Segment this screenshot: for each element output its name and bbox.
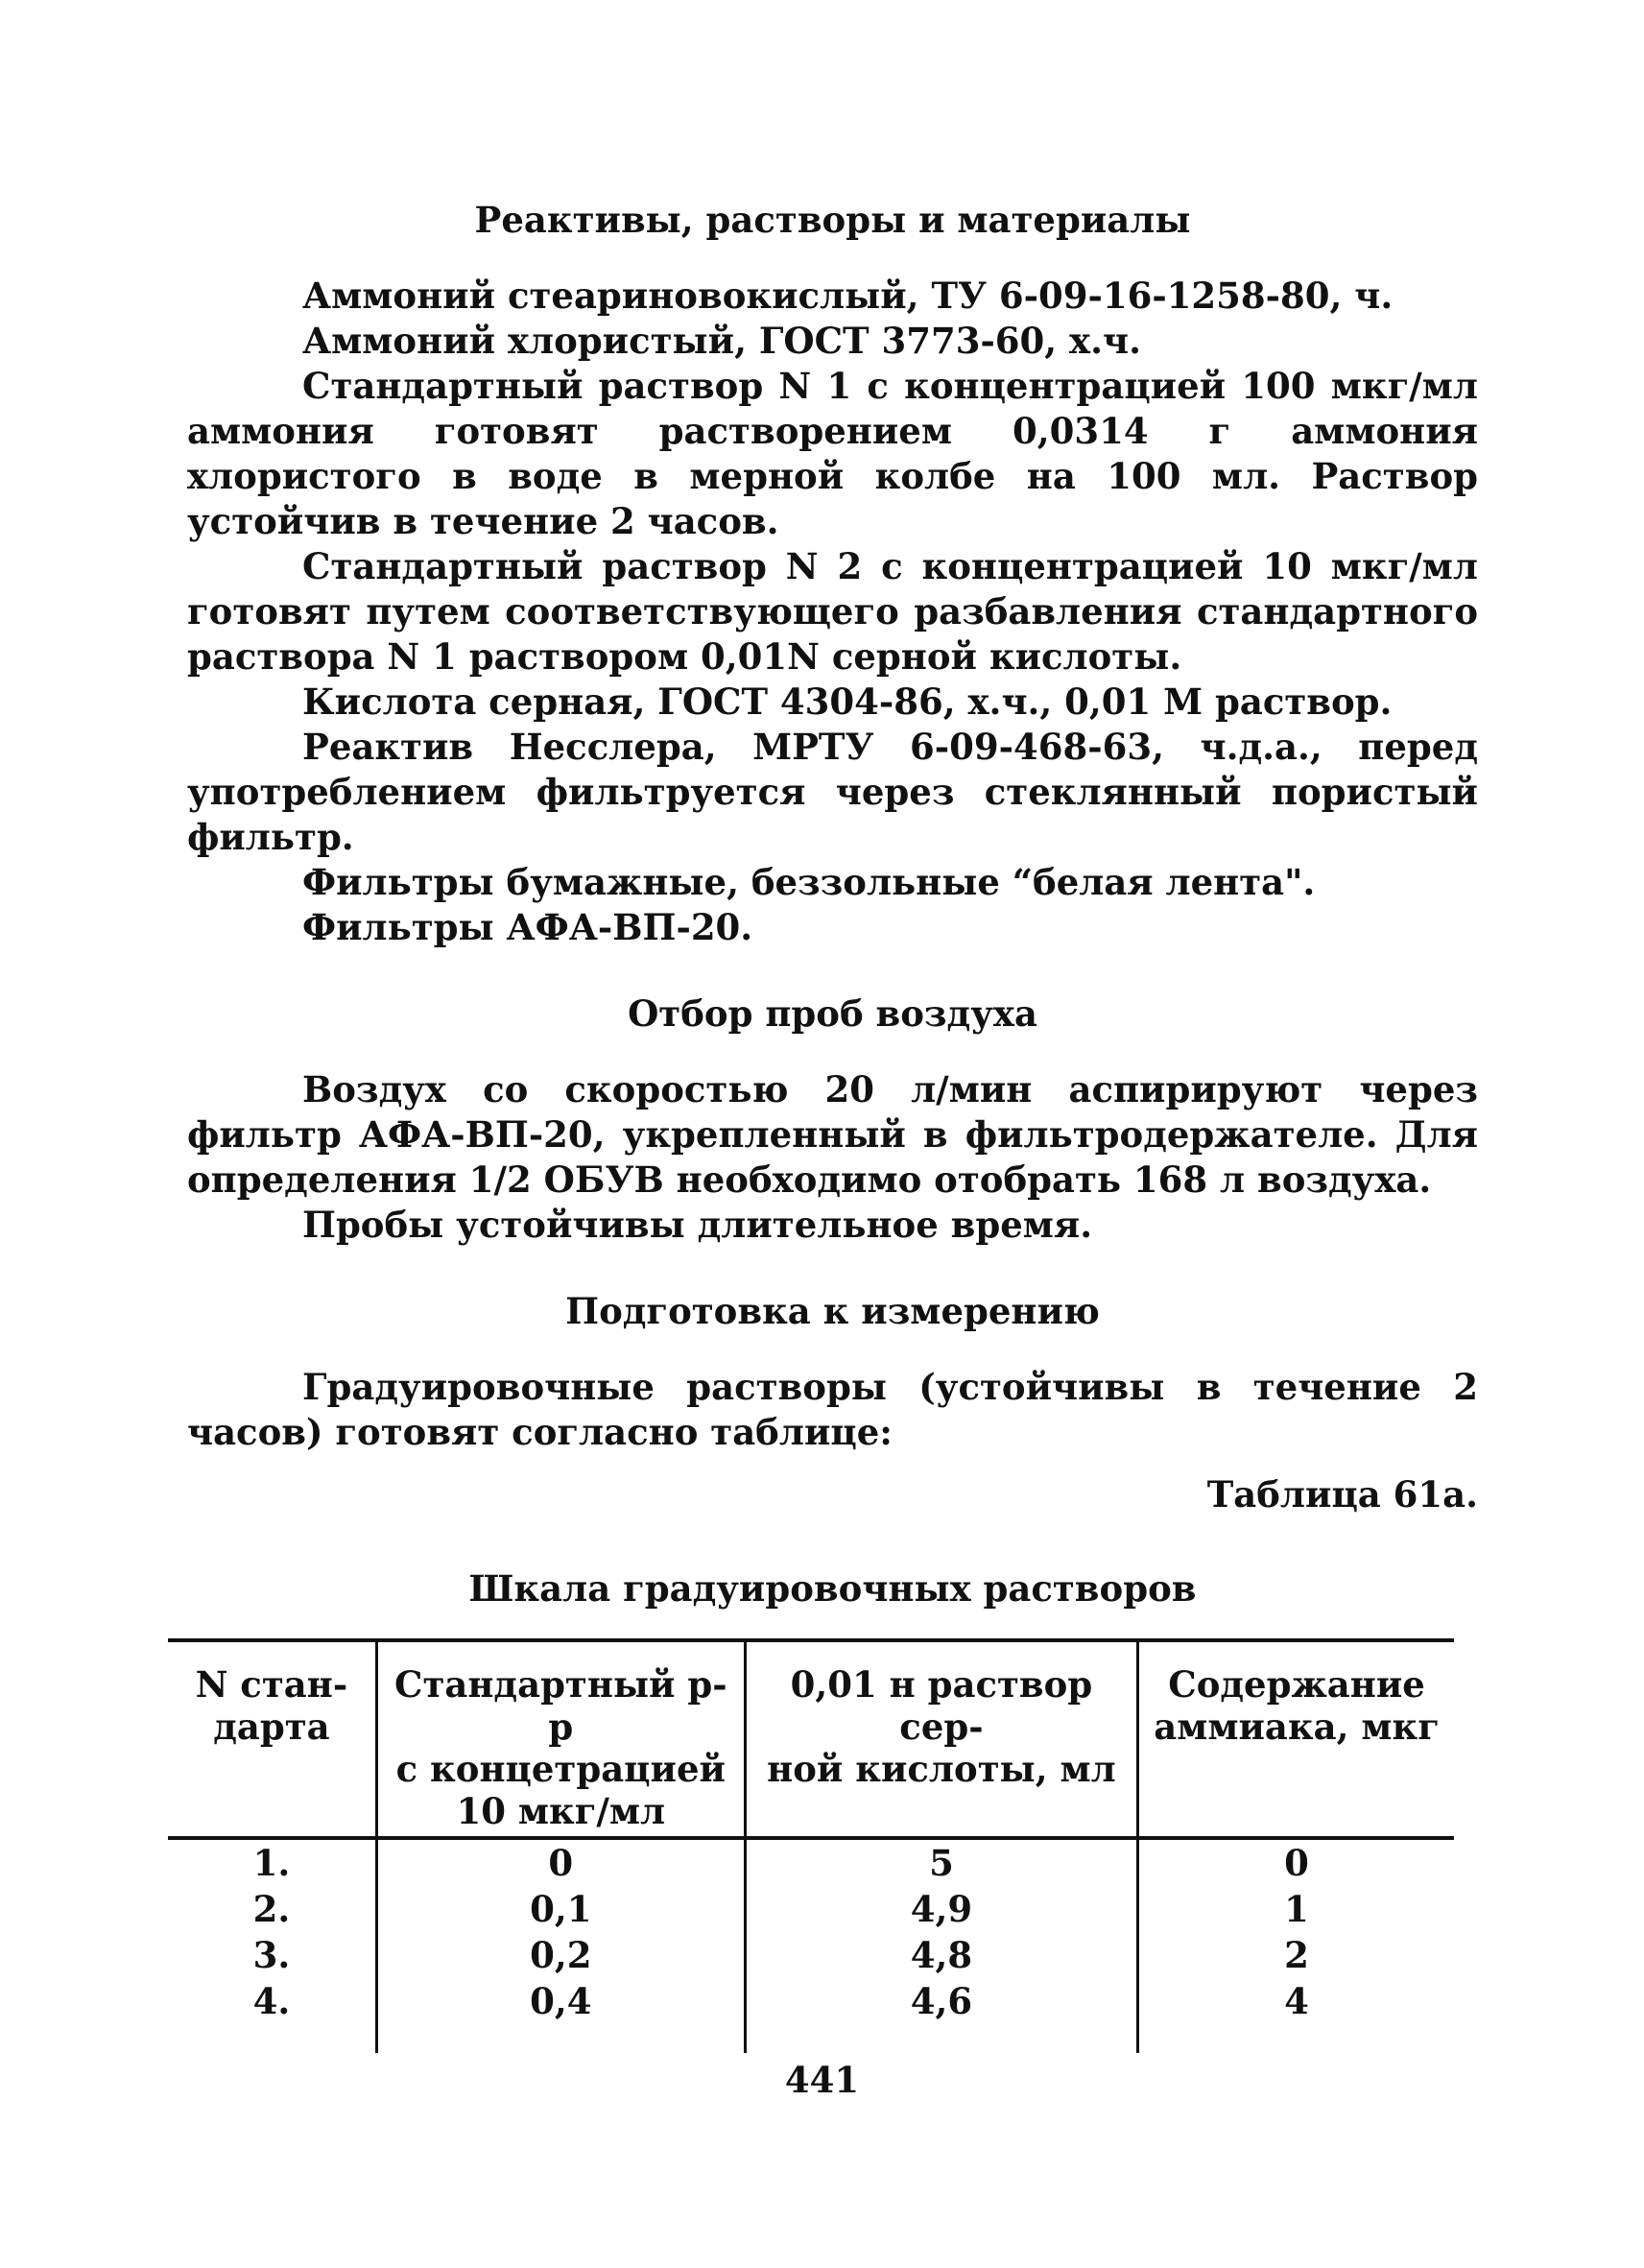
header-standard-number (168, 1640, 376, 1838)
table-reference: Таблица 61а. (1206, 1473, 1478, 1516)
calibration-table (168, 1638, 1454, 2053)
section-heading-reagents: Реактивы, растворы и материалы (474, 199, 1191, 241)
table-cell: 3. (252, 1934, 291, 1976)
header-ammonia-content (1138, 1640, 1454, 1838)
paragraph: Градуировочные растворы (устойчивы в течение 2 часов) готовят согласно таблице: (187, 1366, 1478, 1453)
paragraph: Аммоний стеариновокислый, ТУ 6-09-16-1258-80, ч. (302, 275, 1394, 317)
table-cell: 4. (252, 1980, 291, 2022)
header-line: Содержание (1168, 1663, 1425, 1706)
table-cell: 5 (745, 1838, 1137, 1886)
table-cell: 4,8 (745, 1932, 1137, 1978)
table-cell: 2 (1138, 1932, 1454, 1978)
table-header-row (168, 1640, 1454, 1838)
paragraph: Стандартный раствор N 2 с концентрацией 10 мкг/мл готовят путем соответствующего разбавления стандартного раствора N 1 раствором 0,01N серной кислоты. (187, 545, 1478, 678)
paragraph: Кислота серная, ГОСТ 4304-86, х.ч., 0,01 М раствор. (302, 680, 1393, 723)
table-row (168, 1932, 1454, 1978)
header-standard-solution (376, 1640, 745, 1838)
table-cell: 4,9 (745, 1886, 1137, 1932)
header-line: N стан- (195, 1663, 348, 1706)
paragraph: Воздух со скоростью 20 л/мин аспирируют через фильтр АФА-ВП-20, укрепленный в фильтродержателе. Для определения 1/2 ОБУВ необходимо отобрать 168 л воздуха. (187, 1068, 1478, 1201)
header-line: с концетрацией (395, 1748, 726, 1790)
paragraph: Реактив Несслера, МРТУ 6-09-468-63, ч.д.а., перед употреблением фильтруется через стеклянный пористый фильтр. (187, 726, 1478, 858)
header-line: аммиака, мкг (1154, 1706, 1440, 1748)
header-line: ной кислоты, мл (767, 1748, 1116, 1790)
table-caption: Шкала градуировочных растворов (468, 1567, 1197, 1610)
header-line: 0,01 н раствор сер- (790, 1663, 1093, 1748)
paragraph: Стандартный раствор N 1 с концентрацией 100 мкг/мл аммония готовят растворением 0,0314 г аммония хлористого в воде в мерной колбе на 100 мл. Раствор устойчив в течение 2 часов. (187, 365, 1478, 542)
table-cell: 1. (252, 1842, 291, 1884)
section-heading-preparation: Подготовка к измерению (565, 1290, 1100, 1332)
section-heading-sampling: Отбор проб воздуха (628, 992, 1037, 1035)
table-cell: 0,1 (376, 1886, 745, 1932)
table-cell: 2. (252, 1888, 291, 1930)
paragraph: Фильтры АФА-ВП-20. (302, 906, 753, 948)
table-cell: 4 (1138, 1978, 1454, 2053)
table-cell: 0 (1138, 1838, 1454, 1886)
header-line: дарта (213, 1706, 330, 1748)
paragraph: Пробы устойчивы длительное время. (302, 1204, 1093, 1246)
table-cell: 0,2 (376, 1932, 745, 1978)
table-cell: 1 (1138, 1886, 1454, 1932)
table-row (168, 1978, 1454, 2053)
header-line: 10 мкг/мл (456, 1790, 666, 1832)
table-cell: 4,6 (745, 1978, 1137, 2053)
header-line: Стандартный р-р (394, 1663, 727, 1748)
header-sulfuric-acid (745, 1640, 1137, 1838)
page-number: 441 (784, 2059, 860, 2101)
table-cell: 0,4 (376, 1978, 745, 2053)
paragraph: Фильтры бумажные, беззольные “белая лента". (302, 861, 1316, 903)
paragraph: Аммоний хлористый, ГОСТ 3773-60, х.ч. (302, 320, 1141, 362)
table-cell: 0 (376, 1838, 745, 1886)
table-row (168, 1886, 1454, 1932)
document-page (187, 197, 1478, 2053)
table-row (168, 1838, 1454, 1886)
